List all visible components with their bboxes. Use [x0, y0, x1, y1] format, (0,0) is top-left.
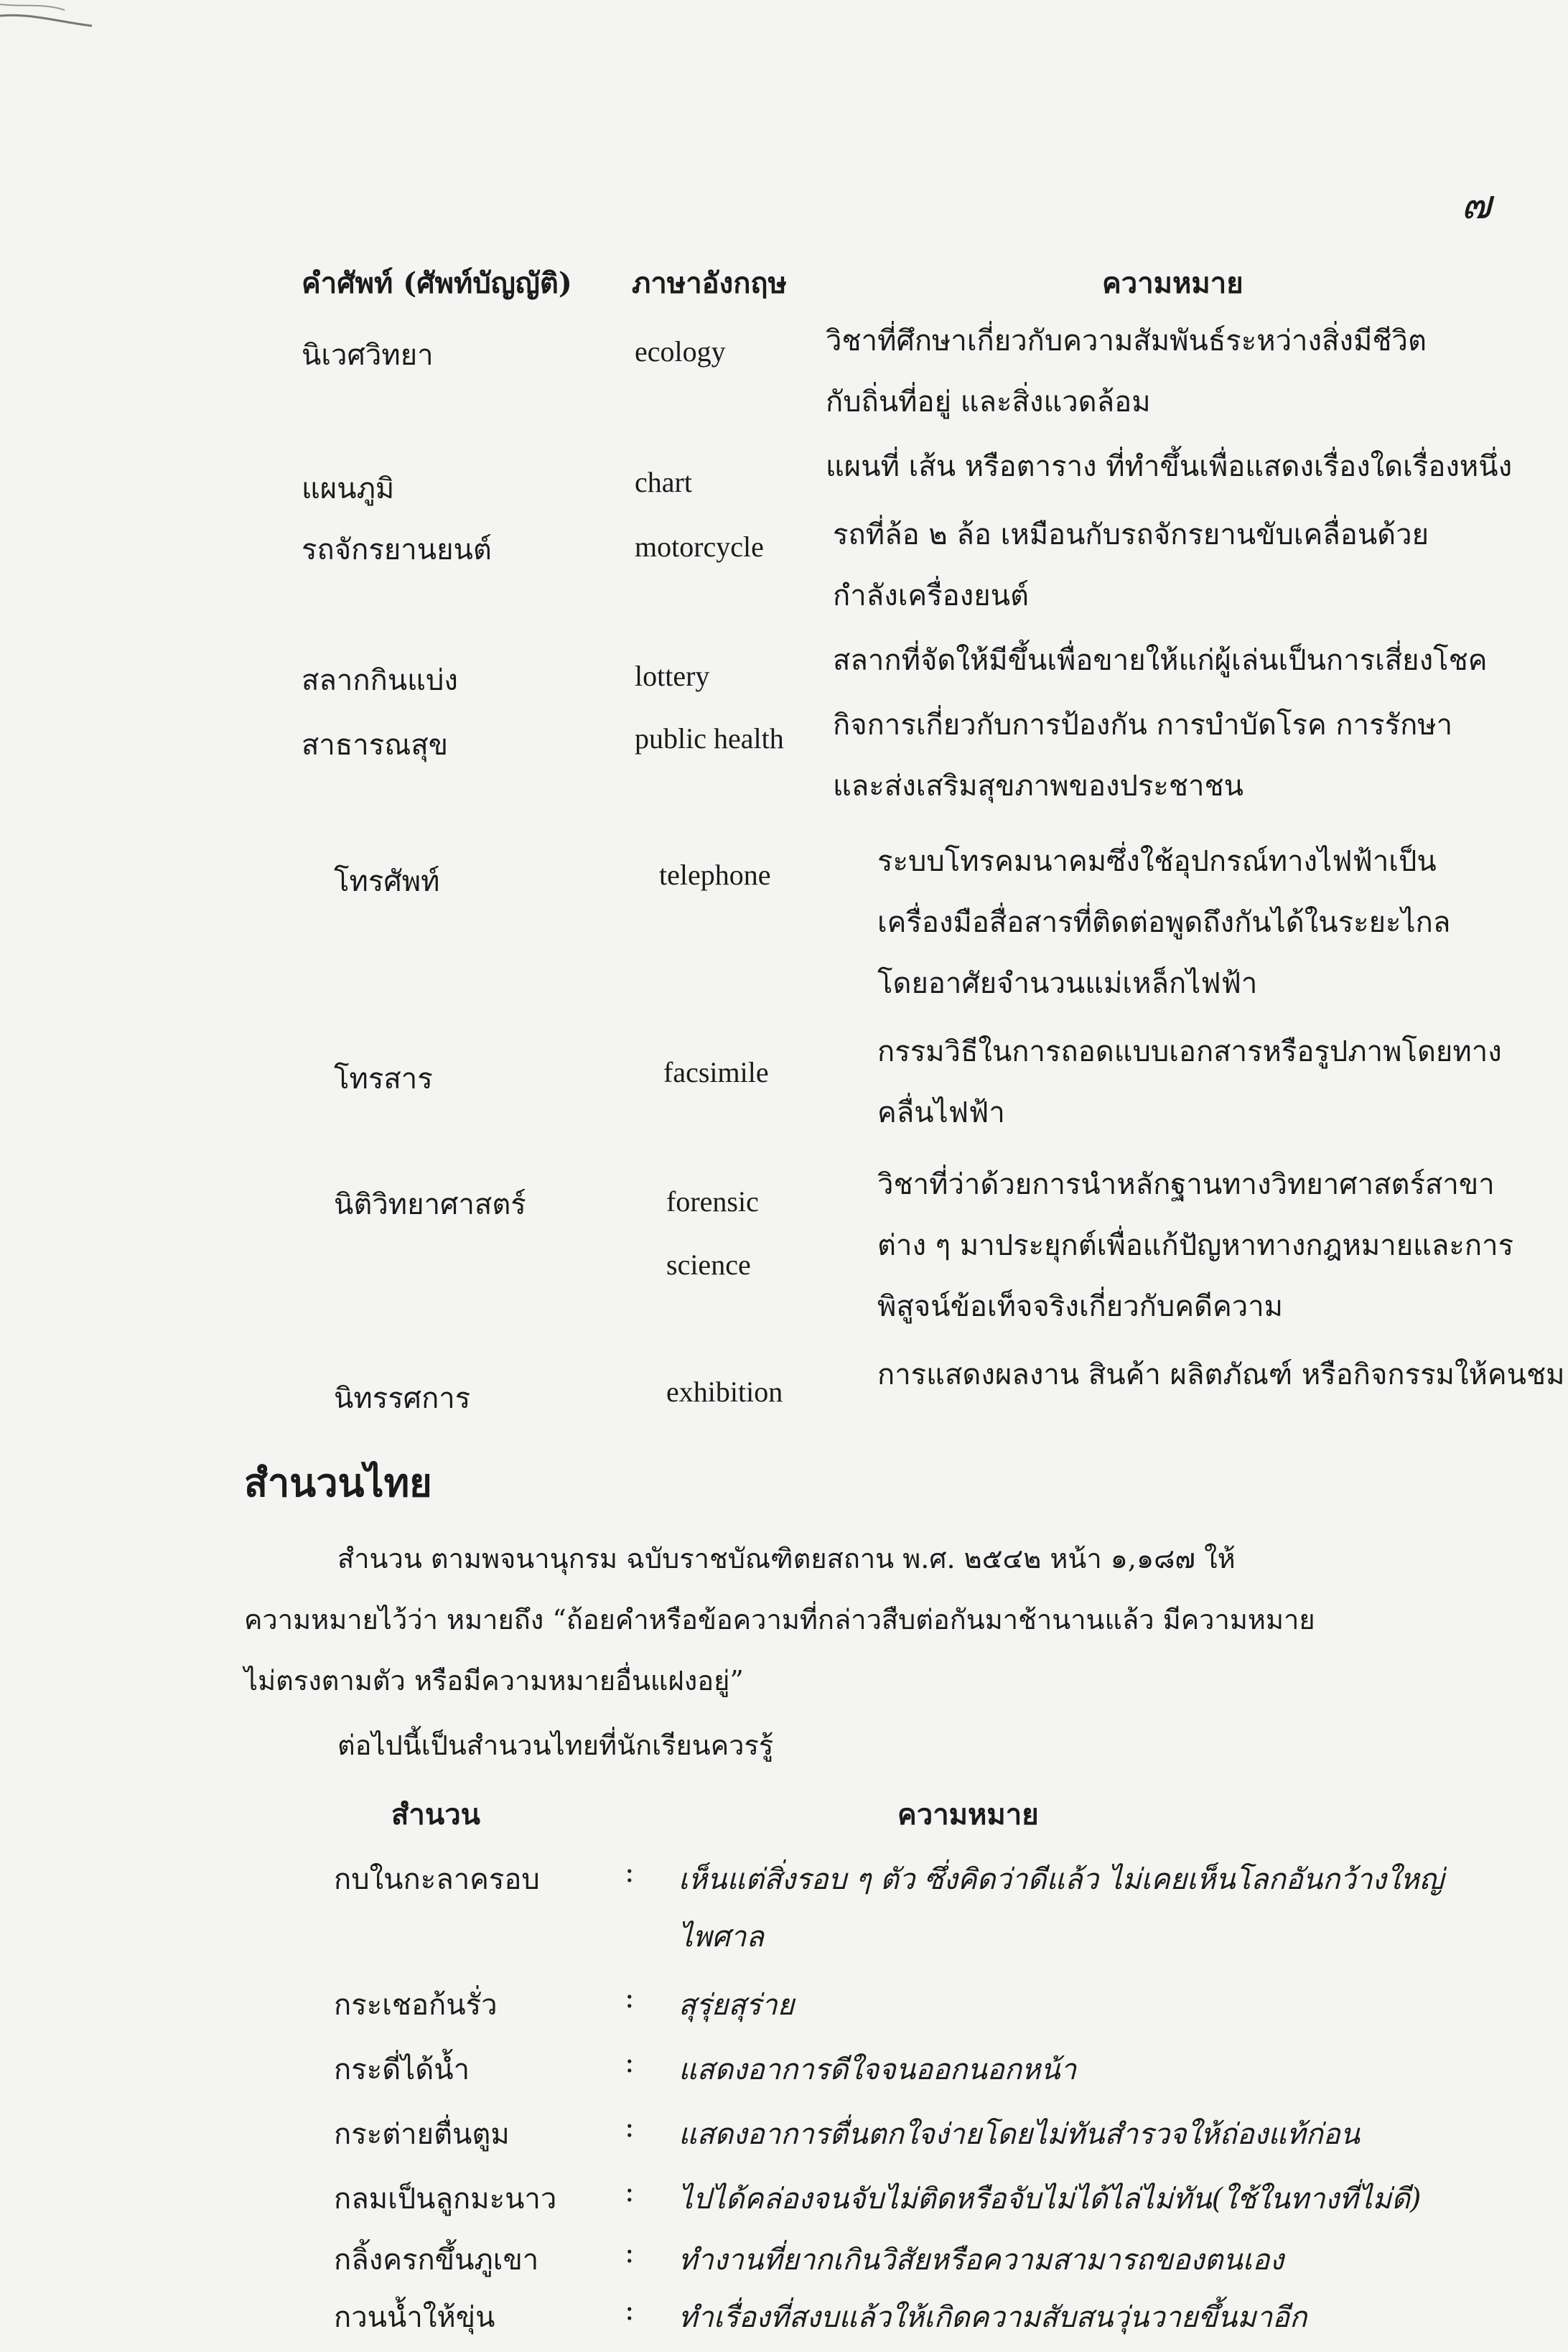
glossary-meaning-line: แผนที่ เส้น หรือตาราง ที่ทำขึ้นเพื่อแสดงเรื่องใดเรื่องหนึ่ง: [826, 450, 1513, 483]
glossary-english: lottery: [635, 660, 710, 692]
idiom-meaning-line: แสดงอาการตื่นตกใจง่ายโดยไม่ทันสำรวจให้ถ่องแท้ก่อน: [678, 2118, 1361, 2151]
glossary-meaning-line: วิชาที่ว่าด้วยการนำหลักฐานทางวิทยาศาสตร์สาขา: [877, 1168, 1495, 1201]
glossary-term: นิทรรศการ: [334, 1382, 471, 1415]
glossary-meaning-line: และส่งเสริมสุขภาพของประชาชน: [833, 770, 1243, 803]
idiom-separator: :: [625, 2111, 635, 2144]
idiom-separator: :: [625, 1856, 635, 1889]
section-title: สำนวนไทย: [244, 1460, 432, 1506]
paragraph-line: ความหมายไว้ว่า หมายถึง “ถ้อยคำหรือข้อความที่กล่าวสืบต่อกันมาช้านานแล้ว มีความหมาย: [244, 1604, 1315, 1635]
idiom-term: กวนน้ำให้ขุ่น: [334, 2301, 495, 2334]
glossary-english: forensic: [666, 1185, 759, 1218]
glossary-term: สลากกินแบ่ง: [302, 664, 458, 697]
glossary-english: facsimile: [663, 1056, 769, 1088]
idiom-meaning-line: เห็นแต่สิ่งรอบ ๆ ตัว ซึ่งคิดว่าดีแล้ว ไม่เคยเห็นโลกอันกว้างใหญ่: [678, 1863, 1444, 1896]
idiom-separator: :: [625, 2046, 635, 2079]
glossary-meaning-line: รถที่ล้อ ๒ ล้อ เหมือนกับรถจักรยานขับเคลื่อนด้วย: [833, 518, 1429, 551]
glossary-meaning-line: วิชาที่ศึกษาเกี่ยวกับความสัมพันธ์ระหว่างสิ่งมีชีวิต: [826, 325, 1427, 358]
idiom-term: กระต่ายตื่นตูม: [334, 2118, 510, 2151]
idiom-separator: :: [625, 2294, 635, 2327]
page-number: ๗: [1461, 182, 1492, 228]
idiom-separator: :: [625, 2175, 635, 2208]
glossary-meaning-line: การแสดงผลงาน สินค้า ผลิตภัณฑ์ หรือกิจกรรมให้คนชม: [877, 1358, 1565, 1391]
glossary-meaning-line: เครื่องมือสื่อสารที่ติดต่อพูดถึงกันได้ในระยะไกล: [877, 906, 1451, 939]
glossary-term: แผนภูมิ: [302, 472, 395, 505]
idiom-term: กลมเป็นลูกมะนาว: [334, 2183, 557, 2216]
glossary-english: motorcycle: [635, 531, 764, 563]
glossary-meaning-line: กับถิ่นที่อยู่ และสิ่งแวดล้อม: [826, 386, 1151, 419]
idiom-term: กระดี่ได้น้ำ: [334, 2053, 470, 2086]
idiom-header: สำนวน: [391, 1798, 481, 1831]
glossary-term: โทรศัพท์: [334, 865, 440, 898]
idiom-meaning-line: สุรุ่ยสุร่าย: [678, 1989, 795, 2022]
idiom-separator: :: [625, 2236, 635, 2269]
paragraph-line: สำนวน ตามพจนานุกรม ฉบับราชบัณฑิตยสถาน พ.ศ. ๒๕๔๒ หน้า ๑,๑๘๗ ให้: [337, 1543, 1236, 1574]
glossary-meaning-line: คลื่นไฟฟ้า: [877, 1096, 1005, 1129]
idiom-meaning-line: ไพศาล: [678, 1921, 764, 1954]
idiom-term: กบในกะลาครอบ: [334, 1863, 540, 1896]
glossary-english: chart: [635, 466, 692, 498]
idiom-separator: :: [625, 1982, 635, 2015]
glossary-term: สาธารณสุข: [302, 729, 449, 762]
glossary-header-term: คำศัพท์ (ศัพท์บัญญัติ): [302, 266, 572, 300]
glossary-meaning-line: พิสูจน์ข้อเท็จจริงเกี่ยวกับคดีความ: [877, 1290, 1284, 1323]
glossary-meaning-line: ระบบโทรคมนาคมซึ่งใช้อุปกรณ์ทางไฟฟ้าเป็น: [877, 845, 1437, 878]
glossary-meaning-line: ต่าง ๆ มาประยุกต์เพื่อแก้ปัญหาทางกฎหมายและการ: [877, 1229, 1514, 1262]
idiom-meaning-line: ทำงานที่ยากเกินวิสัยหรือความสามารถของตนเอง: [678, 2244, 1284, 2277]
glossary-meaning-line: สลากที่จัดให้มีขึ้นเพื่อขายให้แก่ผู้เล่นเป็นการเสี่ยงโชค: [833, 644, 1488, 677]
glossary-term: นิติวิทยาศาสตร์: [334, 1188, 526, 1221]
glossary-meaning-line: กิจการเกี่ยวกับการป้องกัน การบำบัดโรค การรักษา: [833, 709, 1453, 742]
idiom-meaning-line: ไปได้คล่องจนจับไม่ติดหรือจับไม่ได้ไล่ไม่ทัน(ใช้ในทางที่ไม่ดี): [678, 2183, 1422, 2216]
idiom-term: กระเชอก้นรั่ว: [334, 1989, 498, 2022]
scan-edge-mark: [0, 0, 93, 43]
glossary-header-english: ภาษาอังกฤษ: [632, 266, 788, 300]
idiom-term: กลิ้งครกขึ้นภูเขา: [334, 2244, 539, 2277]
glossary-english: exhibition: [666, 1376, 783, 1408]
intro-line: ต่อไปนี้เป็นสำนวนไทยที่นักเรียนควรรู้: [337, 1730, 774, 1761]
glossary-meaning-line: โดยอาศัยจำนวนแม่เหล็กไฟฟ้า: [877, 967, 1258, 1000]
glossary-meaning-line: กำลังเครื่องยนต์: [833, 579, 1029, 612]
glossary-meaning-line: กรรมวิธีในการถอดแบบเอกสารหรือรูปภาพโดยทาง: [877, 1035, 1502, 1068]
glossary-term: นิเวศวิทยา: [302, 339, 434, 372]
idiom-meaning-header: ความหมาย: [897, 1798, 1039, 1831]
glossary-english: telephone: [659, 859, 771, 891]
glossary-term: โทรสาร: [334, 1063, 433, 1096]
idiom-meaning-line: แสดงอาการดีใจจนออกนอกหน้า: [678, 2053, 1077, 2086]
paragraph-line: ไม่ตรงตามตัว หรือมีความหมายอื่นแฝงอยู่”: [244, 1665, 744, 1697]
glossary-header-meaning: ความหมาย: [1102, 266, 1243, 300]
glossary-english: public health: [635, 722, 784, 755]
idiom-meaning-line: ทำเรื่องที่สงบแล้วให้เกิดความสับสนวุ่นวายขึ้นมาอีก: [678, 2301, 1307, 2334]
glossary-english: ecology: [635, 335, 726, 368]
glossary-term: รถจักรยานยนต์: [302, 533, 492, 566]
glossary-english-continued: science: [666, 1249, 751, 1281]
